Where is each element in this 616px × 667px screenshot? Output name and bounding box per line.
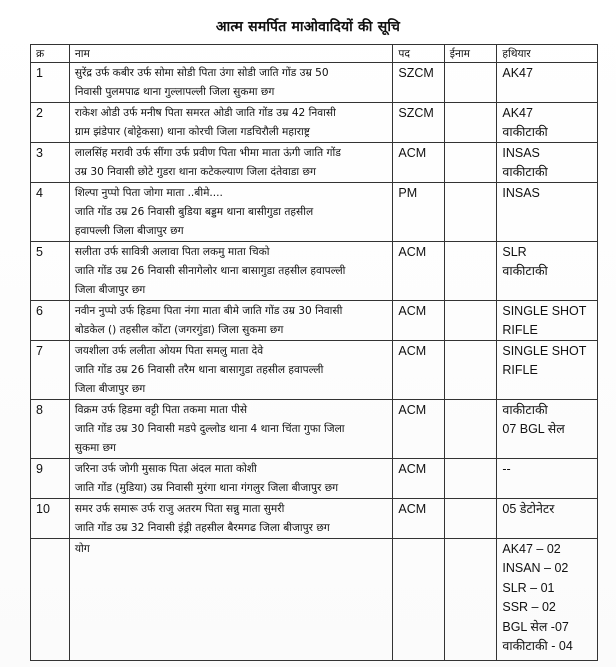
post-cell: ACM xyxy=(393,499,444,539)
reward-cell xyxy=(444,63,497,103)
table-row xyxy=(31,143,598,183)
total-weapon-line: BGL सेल -07 xyxy=(502,619,569,634)
name-cell xyxy=(69,459,393,499)
name-line: जाति गोंड उम्र 26 निवासी बुडिया बड्डम थाना बासीगुडा तहसील xyxy=(74,206,314,218)
table-body xyxy=(31,63,598,661)
total-weapon-line: SLR – 01 xyxy=(502,580,555,595)
post-cell: ACM xyxy=(393,400,444,459)
serial-number-cell: 6 xyxy=(31,301,70,341)
total-weapon-list xyxy=(497,539,598,661)
name-line: शिल्पा नुप्पो पिता जोगा माता ..बीमे.... xyxy=(74,187,223,199)
weapon-line: SLR xyxy=(502,245,527,259)
name-line: सलीता उर्फ सावित्री अलावा पिता लकमु माता चिको xyxy=(74,246,270,258)
table-row xyxy=(31,183,598,242)
post-cell: SZCM xyxy=(393,63,444,103)
reward-cell xyxy=(444,400,497,459)
total-weapon-line: SSR – 02 xyxy=(502,600,556,615)
weapon-line: वाकीटाकी xyxy=(502,403,548,417)
table-row xyxy=(31,341,598,400)
weapon-line: INSAS xyxy=(502,146,540,160)
name-line: लालसिंह मरावी उर्फ सींगा उर्फ प्रवीण पिता भीमा माता ऊंगी जाति गोंड xyxy=(74,147,341,159)
name-line: जाति गोंड उम्र 32 निवासी इंड्री तहसील बैरमगढ जिला बीजापुर छग xyxy=(74,522,330,534)
weapon-line: वाकीटाकी xyxy=(502,125,548,139)
name-line: ग्राम झंडेपार (बोट्टेकसा) थाना कोरची जिला गडचिरौली महाराष्ट्र xyxy=(74,126,310,138)
table-row xyxy=(31,242,598,301)
surrender-list-table xyxy=(30,44,598,661)
reward-cell xyxy=(444,301,497,341)
name-line: राकेश ओडी उर्फ मनीष पिता समरत ओडी जाति गोंड उम्र 42 निवासी xyxy=(74,107,336,119)
name-line: बोडकेल () तहसील कोंटा (जगरगुंडा) जिला सुकमा छग xyxy=(74,324,284,336)
name-cell xyxy=(69,400,393,459)
post-cell: ACM xyxy=(393,341,444,400)
serial-number-cell: 1 xyxy=(31,63,70,103)
table-row xyxy=(31,499,598,539)
serial-number-cell: 10 xyxy=(31,499,70,539)
post-cell: ACM xyxy=(393,301,444,341)
weapon-line: -- xyxy=(502,462,511,476)
total-reward-cell xyxy=(444,539,497,661)
weapon-line: SINGLE SHOT xyxy=(502,304,587,318)
name-cell xyxy=(69,242,393,301)
page-title: आत्म समर्पित माओवादियों की सूचि xyxy=(215,19,401,35)
post-cell: ACM xyxy=(393,143,444,183)
weapon-cell xyxy=(497,143,598,183)
name-cell xyxy=(69,499,393,539)
serial-number-cell: 9 xyxy=(31,459,70,499)
reward-cell xyxy=(444,143,497,183)
reward-cell xyxy=(444,459,497,499)
weapon-line: 07 BGL सेल xyxy=(502,422,565,436)
total-row xyxy=(31,539,598,661)
reward-cell xyxy=(444,242,497,301)
name-cell xyxy=(69,301,393,341)
weapon-line: AK47 xyxy=(502,106,533,120)
name-line: जाति गोंड उम्र 26 निवासी सीनागेलोर थाना बासागुडा तहसील हवापल्ली xyxy=(74,265,346,277)
name-line: निवासी पुलमपाढ थाना गुल्लापल्ली जिला सुकमा छग xyxy=(74,86,275,98)
weapon-cell xyxy=(497,499,598,539)
header-name: नाम xyxy=(69,45,393,63)
weapon-line: वाकीटाकी xyxy=(502,264,548,278)
reward-cell xyxy=(444,499,497,539)
weapon-cell xyxy=(497,103,598,143)
name-line: जिला बीजापुर छग xyxy=(74,284,146,296)
post-cell: PM xyxy=(393,183,444,242)
name-line: जिला बीजापुर छग xyxy=(74,383,146,395)
reward-cell xyxy=(444,183,497,242)
serial-number-cell: 4 xyxy=(31,183,70,242)
name-line: जाति गोंड (मुडिया) उम्र निवासी मुरंगा थाना गंगलुर जिला बीजापुर छग xyxy=(74,482,339,494)
name-line: हवापल्ली जिला बीजापुर छग xyxy=(74,225,184,237)
header-post: पद xyxy=(393,45,444,63)
weapon-line: वाकीटाकी xyxy=(502,165,548,179)
name-cell xyxy=(69,341,393,400)
table-row xyxy=(31,400,598,459)
weapon-cell xyxy=(497,341,598,400)
header-reward: ईनाम xyxy=(444,45,497,63)
name-cell xyxy=(69,63,393,103)
name-cell xyxy=(69,183,393,242)
reward-cell xyxy=(444,341,497,400)
table-row xyxy=(31,301,598,341)
table-header-row xyxy=(31,45,598,63)
name-line: सुकमा छग xyxy=(74,442,116,454)
serial-number-cell: 7 xyxy=(31,341,70,400)
name-line: नवीन नुप्पो उर्फ हिडमा पिता नंगा माता बीमे जाति गोंड उम्र 30 निवासी xyxy=(74,305,343,317)
table-row xyxy=(31,103,598,143)
weapon-line: RIFLE xyxy=(502,363,538,377)
weapon-cell xyxy=(497,63,598,103)
weapon-cell xyxy=(497,242,598,301)
serial-number-cell: 2 xyxy=(31,103,70,143)
header-weapon: हथियार xyxy=(497,45,598,63)
name-line: जाति गोंड उम्र 30 निवासी मडपे दुल्लोड थाना 4 थाना चिंता गुफा जिला xyxy=(74,423,345,435)
name-line: सुरेंद्र उर्फ कबीर उर्फ सोमा सोडी पिता उंगा सोडी जाति गोंड उम्र 50 xyxy=(74,67,329,79)
reward-cell xyxy=(444,103,497,143)
weapon-cell xyxy=(497,183,598,242)
name-cell xyxy=(69,103,393,143)
post-cell: ACM xyxy=(393,459,444,499)
post-cell: ACM xyxy=(393,242,444,301)
total-weapon-line: AK47 – 02 xyxy=(502,542,561,556)
serial-number-cell: 8 xyxy=(31,400,70,459)
weapon-line: RIFLE xyxy=(502,323,538,337)
total-serial-cell xyxy=(31,539,70,661)
name-line: जयशीला उर्फ ललीता ओयम पिता समलु माता देवे xyxy=(74,345,264,357)
weapon-line: INSAS xyxy=(502,186,540,200)
total-post-cell xyxy=(393,539,444,661)
name-line: जरिना उर्फ जोगी मुसाक पिता अंदल माता कोशी xyxy=(74,463,257,475)
total-label: योग xyxy=(69,539,393,661)
weapon-cell xyxy=(497,400,598,459)
name-line: समर उर्फ समारू उर्फ राजु अतरम पिता सन्नु माता सुमरी xyxy=(74,503,285,515)
name-cell xyxy=(69,143,393,183)
name-line: विक्रम उर्फ हिडमा वट्टी पिता तकमा माता पीसे xyxy=(74,404,248,416)
weapon-cell xyxy=(497,459,598,499)
header-serial: क्र xyxy=(31,45,70,63)
table-row xyxy=(31,459,598,499)
weapon-line: 05 डेटोनेटर xyxy=(502,502,555,516)
serial-number-cell: 3 xyxy=(31,143,70,183)
total-weapon-line: INSAN – 02 xyxy=(502,561,569,576)
post-cell: SZCM xyxy=(393,103,444,143)
weapon-line: SINGLE SHOT xyxy=(502,344,587,358)
weapon-cell xyxy=(497,301,598,341)
name-line: उम्र 30 निवासी छोटे गुडरा थाना कटेकल्याण जिला दंतेवाडा छग xyxy=(74,166,316,178)
table-row xyxy=(31,63,598,103)
weapon-line: AK47 xyxy=(502,66,533,80)
name-line: जाति गोंड उम्र 26 निवासी तरैम थाना बासागुडा तहसील हवापल्ली xyxy=(74,364,324,376)
total-weapon-line: वाकीटाकी - 04 xyxy=(502,639,573,654)
serial-number-cell: 5 xyxy=(31,242,70,301)
